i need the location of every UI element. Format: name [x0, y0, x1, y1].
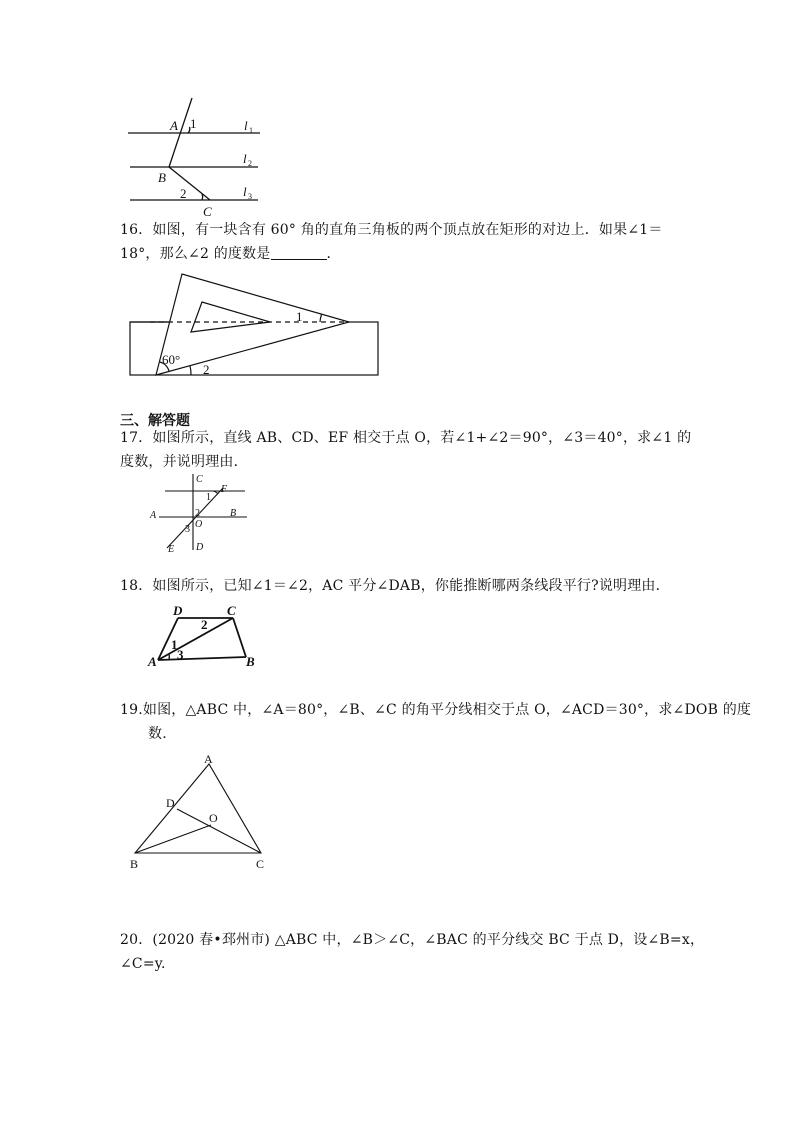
- label-2: 2: [180, 186, 187, 201]
- question-20-line-1: 20．(2020 春•邳州市) △ABC 中，∠B＞∠C，∠BAC 的平分线交 BC 于点 D，设∠B=x，: [120, 932, 705, 948]
- label-a: A: [170, 118, 178, 133]
- angle-2-arc: [190, 366, 191, 375]
- label-2: 2: [203, 362, 210, 377]
- figure-intersecting-lines: [145, 468, 255, 558]
- segment-ab: [158, 657, 246, 660]
- question-16: [120, 218, 663, 266]
- label-b: B: [246, 654, 255, 669]
- label-1: 1: [190, 116, 197, 131]
- segment-cb: [233, 618, 246, 657]
- label-l3-sub: 3: [248, 192, 252, 201]
- label-d: D: [166, 796, 175, 810]
- triangle-abc: [135, 764, 261, 853]
- question-20-line-2: ∠C=y.: [120, 956, 166, 972]
- label-a: A: [148, 654, 157, 669]
- question-16-line-2-text: 18°，那么∠2 的度数是: [120, 246, 271, 262]
- question-19: [120, 698, 751, 746]
- figure-trapezoid: [145, 602, 270, 672]
- label-o: O: [195, 519, 203, 530]
- label-l3: l: [243, 184, 247, 199]
- label-d: D: [196, 542, 204, 553]
- label-f: F: [221, 484, 228, 495]
- question-17: [120, 426, 691, 474]
- label-l2: l: [243, 151, 247, 166]
- angle-2-arc: [202, 194, 203, 200]
- question-16-line-1: 16．如图，有一块含有 60° 角的直角三角板的两个顶点放在矩形的对边上．如果∠1＝: [120, 222, 663, 238]
- question-18: [120, 574, 670, 598]
- label-1: 1: [206, 492, 211, 503]
- label-c: C: [203, 204, 212, 219]
- label-1: 1: [171, 637, 178, 652]
- segment-bc: [169, 167, 210, 200]
- label-3: 3: [177, 647, 184, 662]
- label-d: D: [173, 603, 183, 618]
- figure-triangle-ruler: [120, 266, 390, 384]
- label-l1-sub: 1: [249, 126, 253, 135]
- label-c: C: [256, 857, 265, 871]
- question-17-line-1: 17．如图所示，直线 AB、CD、EF 相交于点 O，若∠1+∠2＝90°，∠3＝40°，求∠1 的: [120, 430, 692, 446]
- label-3: 3: [185, 524, 190, 535]
- section-title: 三、解答题: [120, 413, 190, 429]
- label-l1: l: [244, 118, 248, 133]
- question-19-line-1: 19.如图，△ABC 中，∠A＝80°，∠B、∠C 的角平分线相交于点 O，∠ACD＝30°，求∠DOB 的度: [120, 702, 752, 718]
- label-c: C: [196, 474, 203, 485]
- figure-parallel-lines: [120, 92, 270, 222]
- question-17-line-2: 度数，并说明理由．: [120, 454, 248, 470]
- label-b: B: [230, 508, 237, 519]
- label-o: O: [209, 811, 218, 825]
- question-16-line-2-end: ．: [326, 246, 341, 262]
- label-60: 60°: [162, 352, 181, 367]
- question-18-line-1: 18．如图所示，已知∠1＝∠2，AC 平分∠DAB，你能推断哪两条线段平行?说明理由．: [120, 578, 670, 594]
- label-a: A: [150, 510, 157, 521]
- figure-triangle-bisectors: [125, 752, 275, 874]
- question-20: [120, 928, 704, 976]
- label-2: 2: [195, 508, 200, 519]
- label-1: 1: [296, 309, 303, 324]
- label-e: E: [168, 544, 175, 555]
- label-c: C: [227, 603, 236, 618]
- label-b: B: [158, 170, 166, 185]
- segment-ac: [158, 618, 233, 660]
- question-19-line-2: 数.: [148, 726, 167, 742]
- label-2: 2: [201, 617, 208, 632]
- label-l2-sub: 2: [248, 159, 252, 168]
- label-a: A: [204, 752, 213, 766]
- answer-blank[interactable]: [271, 245, 327, 260]
- question-16-line-2: [120, 242, 663, 266]
- label-b: B: [130, 857, 139, 871]
